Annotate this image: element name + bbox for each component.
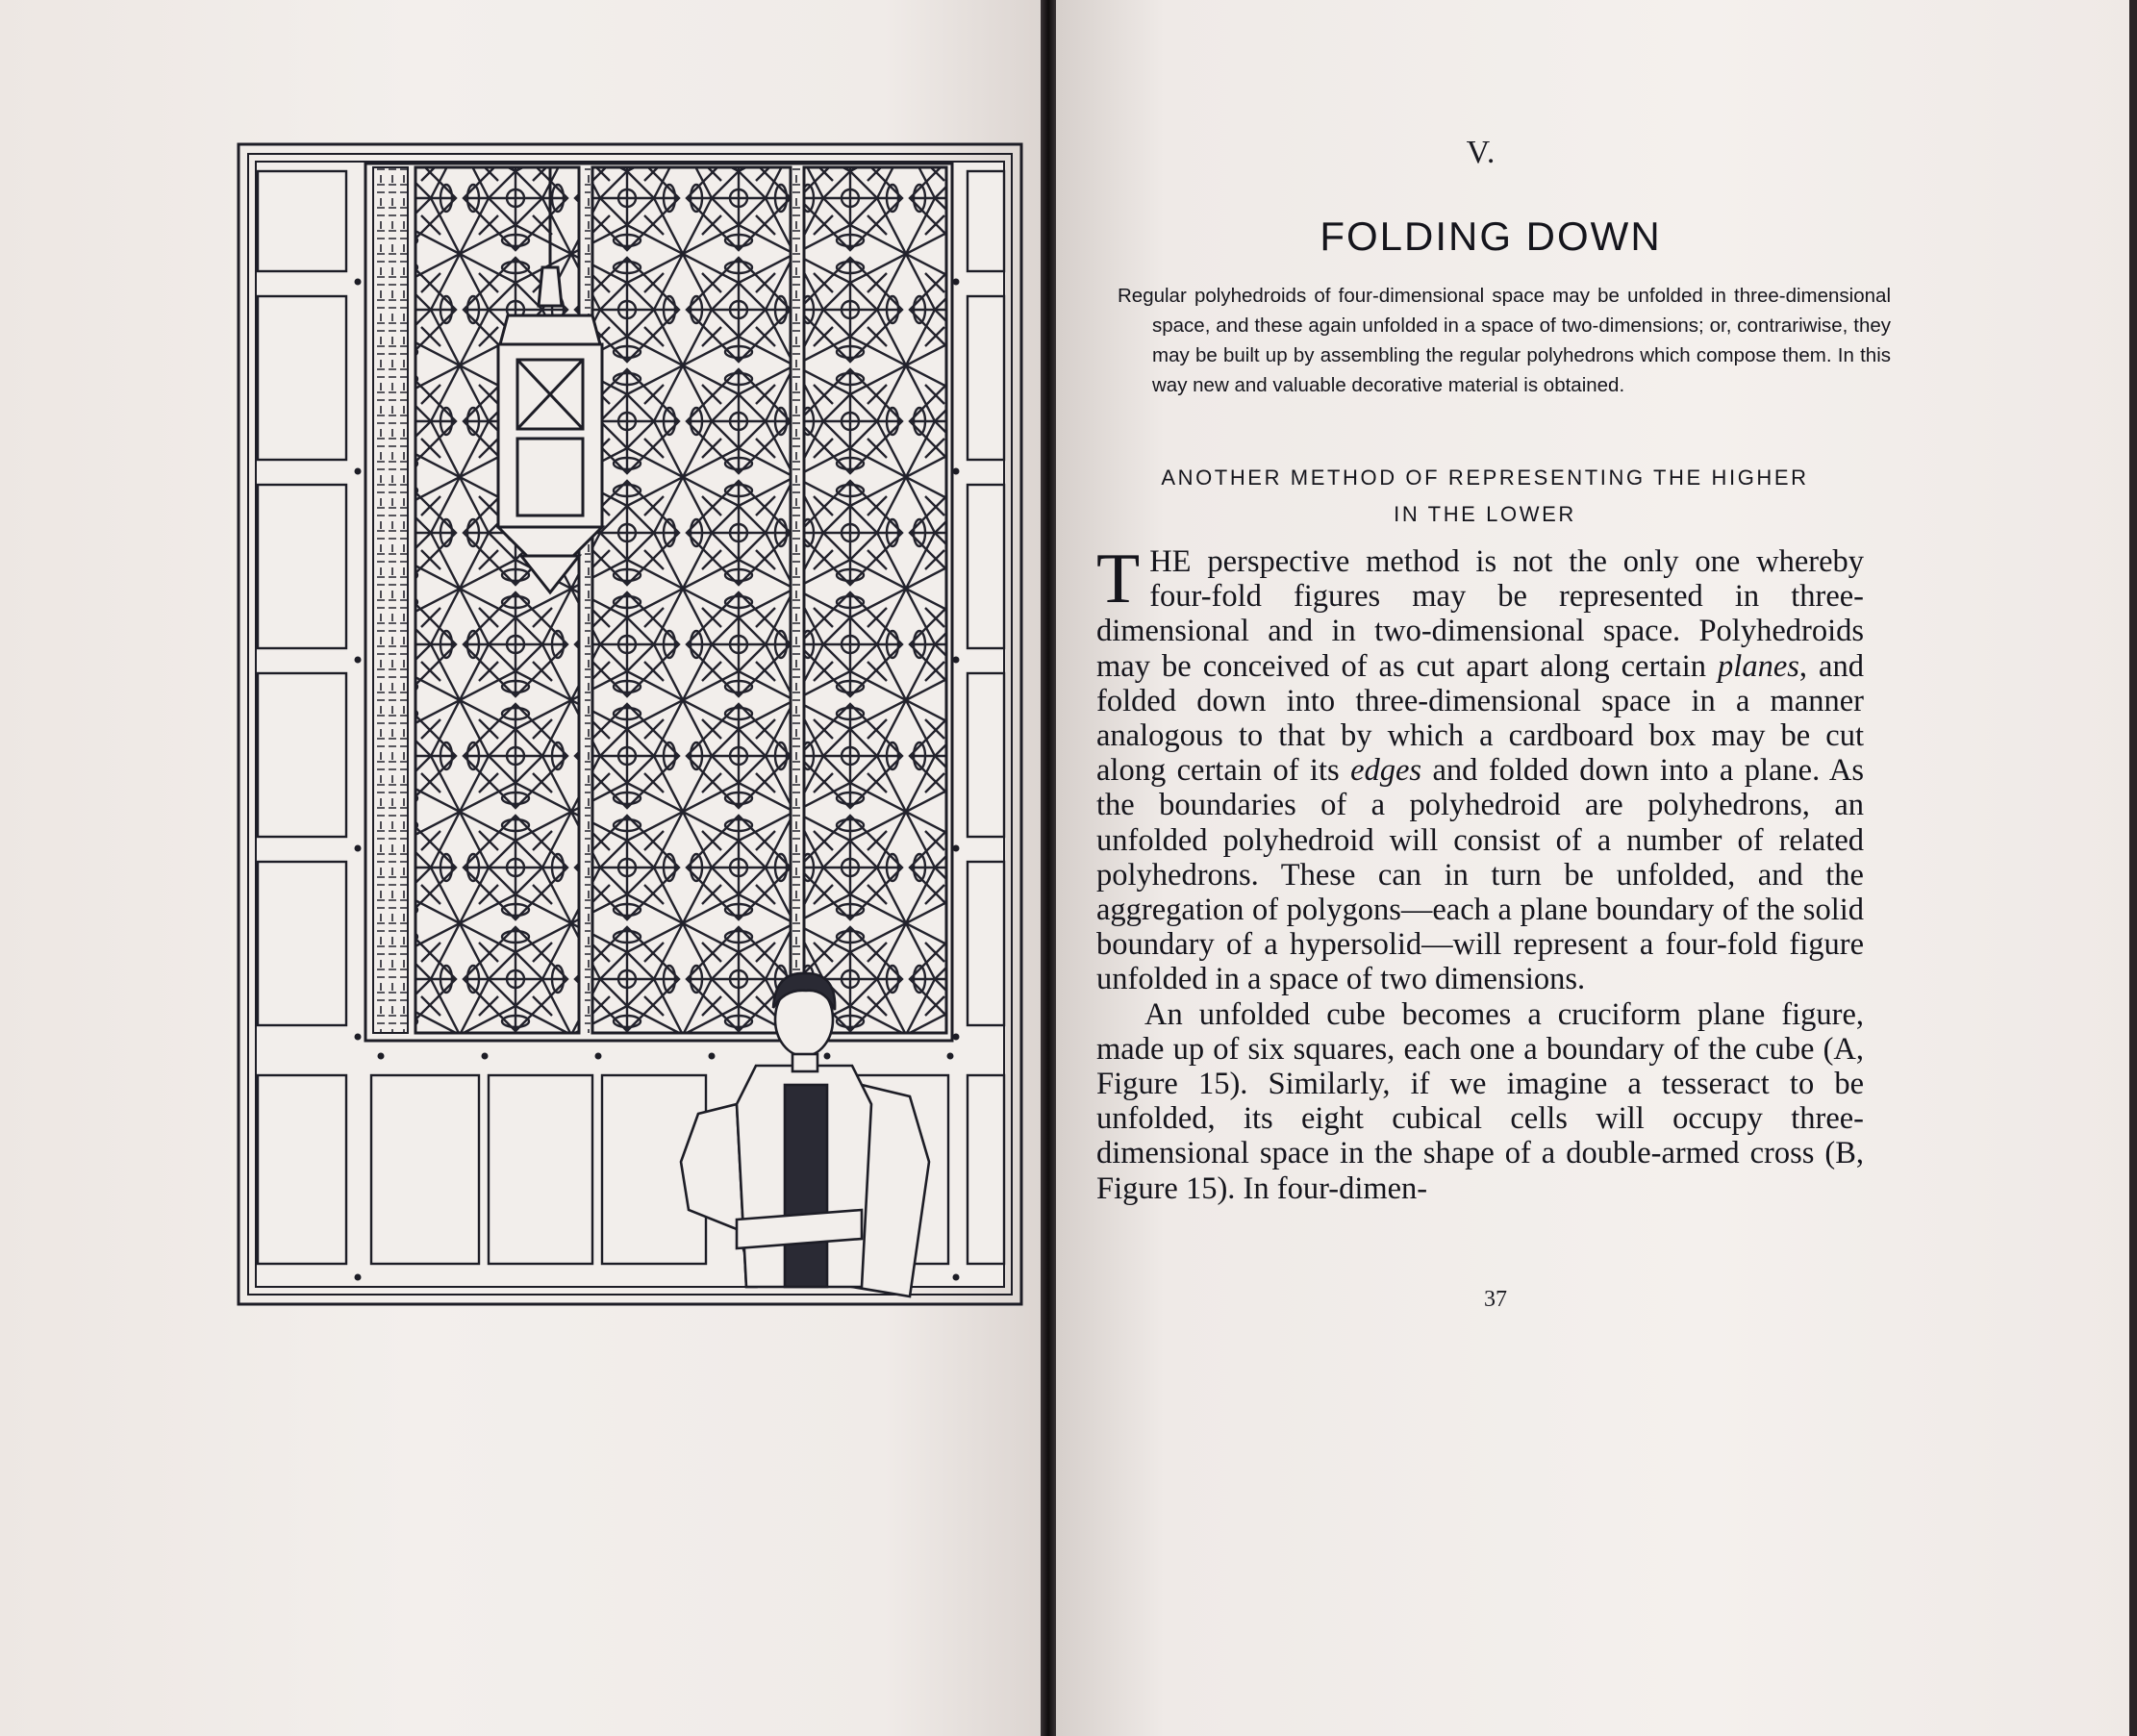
chapter-abstract: Regular polyhedroids of four-dimensional space may be unfolded in three-dimensional space, and these again unfolded in a space of two-dimensions; or, contrariwise, they may be built up by assembling the regular polyhedrons which compose them. In this way new and valuable decorative material is obtained. <box>1118 285 1891 396</box>
drop-cap: T <box>1096 540 1141 618</box>
section-heading <box>1096 460 1873 533</box>
book-gutter <box>1041 0 1056 1736</box>
para1-italic-planes: planes <box>1718 648 1799 684</box>
illustration-svg <box>237 142 1023 1306</box>
chapter-number: V. <box>1466 135 1496 170</box>
stained-glass-illustration <box>237 142 1023 1306</box>
section-heading-line2: IN THE LOWER <box>1394 502 1576 526</box>
paragraph-1 <box>1096 540 1864 997</box>
para1-part2: , and folded down into three-dimensional space in a manner analogous to that by which a cardboard box may be cut along certain of its <box>1096 648 1864 789</box>
paragraph-2: An unfolded cube becomes a cruciform plane figure, made up of six squares, each one a boundary of the cube (A, Figure 15). Similarly, if we imagine a tesseract to be unfolded, its eight cubical cells will occupy three-dimensional space in the shape of a double-armed cross (B, Figure 15). In four-dimen- <box>1096 996 1864 1206</box>
section-heading-line1: ANOTHER METHOD OF REPRESENTING THE HIGHER <box>1161 465 1809 490</box>
para1-italic-edges: edges <box>1350 753 1422 789</box>
page-number: 37 <box>1484 1287 1507 1312</box>
para1-part1: HE perspective method is not the only one whereby four-fold figures may be represented in three-dimensional and in two-dimensional space. Polyhedroids may be conceived of as cut apart along certain <box>1096 544 1864 684</box>
body-text <box>1096 540 1864 1206</box>
para1-part3: and folded down into a plane. As the boundaries of a polyhedroid are polyhedrons, an unfolded polyhedroid will consist of a number of related polyhedrons. These can in turn be unfolded, and the aggregation of polygons—each a plane boundary of the solid boundary of a hypersolid—will represent a four-fold figure unfolded in a space of two dimensions. <box>1096 753 1864 997</box>
chapter-title: FOLDING DOWN <box>1320 214 1662 259</box>
book-edge <box>2129 0 2137 1736</box>
